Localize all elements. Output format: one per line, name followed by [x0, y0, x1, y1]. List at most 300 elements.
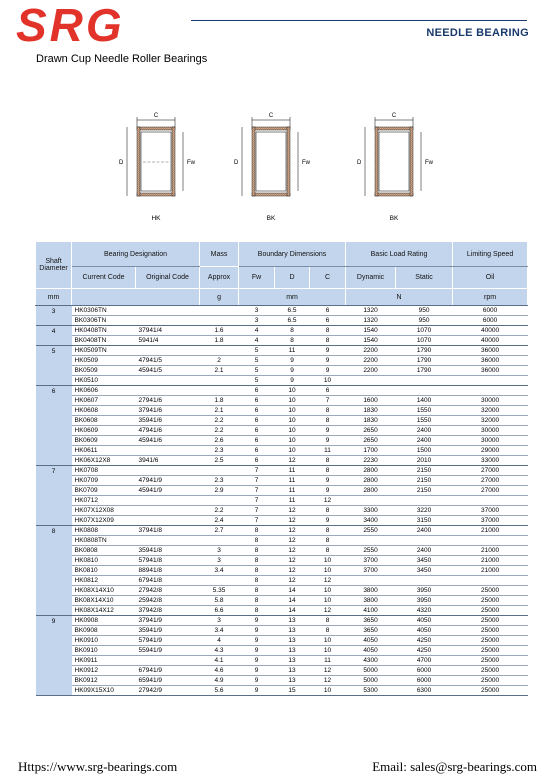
- d-cell: 10: [275, 386, 310, 396]
- fw-cell: 9: [239, 626, 275, 636]
- c-cell: 10: [310, 686, 346, 696]
- c-cell: 12: [310, 606, 346, 616]
- c-cell: 12: [310, 576, 346, 586]
- table-row: [36, 556, 528, 566]
- mass-cell: 2.3: [200, 476, 239, 486]
- mass-cell: [200, 386, 239, 396]
- mass-cell: 1.6: [200, 326, 239, 336]
- diagram-fw-label: Fw: [302, 160, 310, 166]
- fw-cell: 7: [239, 506, 275, 516]
- c-cell: 11: [310, 446, 346, 456]
- c-cell: 9: [310, 516, 346, 526]
- limiting-speed-cell: [453, 536, 528, 546]
- shaft-diameter-cell: 4: [36, 326, 72, 346]
- mass-cell: 2.9: [200, 486, 239, 496]
- current-code-cell: HK0509: [72, 356, 136, 366]
- d-cell: 8: [275, 336, 310, 346]
- current-code-cell: HK06X12X8: [72, 456, 136, 466]
- c-cell: 8: [310, 506, 346, 516]
- static-load-cell: 4050: [396, 626, 453, 636]
- dynamic-load-cell: [346, 576, 396, 586]
- current-code-cell: BK0808: [72, 546, 136, 556]
- mass-cell: 1.8: [200, 396, 239, 406]
- d-cell: 11: [275, 486, 310, 496]
- diagram-d-label: D: [119, 160, 124, 166]
- dynamic-load-cell: 2800: [346, 486, 396, 496]
- static-load-cell: [396, 496, 453, 506]
- static-load-cell: 3220: [396, 506, 453, 516]
- diagram-c-label: C: [153, 113, 159, 119]
- current-code-cell: HK0808: [72, 526, 136, 536]
- limiting-speed-cell: 36000: [453, 356, 528, 366]
- original-code-cell: [136, 446, 200, 456]
- limiting-speed-cell: 25000: [453, 636, 528, 646]
- d-cell: 13: [275, 636, 310, 646]
- fw-cell: 8: [239, 596, 275, 606]
- table-row: [36, 426, 528, 436]
- fw-cell: 8: [239, 556, 275, 566]
- dynamic-load-cell: 2200: [346, 366, 396, 376]
- fw-cell: 8: [239, 576, 275, 586]
- footer-website-link[interactable]: Https://www.srg-bearings.com: [18, 759, 178, 774]
- mass-cell: 1.8: [200, 336, 239, 346]
- header-shaft-diameter: Shaft Diameter: [36, 242, 72, 289]
- fw-cell: 9: [239, 666, 275, 676]
- mass-cell: 3: [200, 556, 239, 566]
- diagram-fw-label: Fw: [187, 160, 195, 166]
- static-load-cell: [396, 536, 453, 546]
- mass-cell: 6.6: [200, 606, 239, 616]
- shaft-diameter-cell: 9: [36, 616, 72, 696]
- table-row: [36, 466, 528, 476]
- bearing-spec-table: [35, 241, 528, 696]
- table-row: [36, 616, 528, 626]
- d-cell: 8: [275, 326, 310, 336]
- original-code-cell: [136, 466, 200, 476]
- header-approx: Approx: [200, 267, 239, 289]
- fw-cell: 8: [239, 546, 275, 556]
- limiting-speed-cell: 25000: [453, 596, 528, 606]
- mass-cell: [200, 306, 239, 316]
- header-mass: Mass: [200, 242, 239, 267]
- table-row: [36, 326, 528, 336]
- dynamic-load-cell: 3300: [346, 506, 396, 516]
- c-cell: 8: [310, 466, 346, 476]
- mass-cell: 3: [200, 546, 239, 556]
- c-cell: 8: [310, 526, 346, 536]
- c-cell: 12: [310, 666, 346, 676]
- dynamic-load-cell: 4100: [346, 606, 396, 616]
- current-code-cell: HK0712: [72, 496, 136, 506]
- dynamic-load-cell: 1600: [346, 396, 396, 406]
- dynamic-load-cell: 1540: [346, 336, 396, 346]
- limiting-speed-cell: 25000: [453, 666, 528, 676]
- static-load-cell: 3150: [396, 516, 453, 526]
- dynamic-load-cell: 4300: [346, 656, 396, 666]
- unit-load: N: [346, 289, 453, 306]
- current-code-cell: HK0510: [72, 376, 136, 386]
- d-cell: 9: [275, 366, 310, 376]
- fw-cell: 7: [239, 496, 275, 506]
- d-cell: 13: [275, 666, 310, 676]
- limiting-speed-cell: 21000: [453, 566, 528, 576]
- dynamic-load-cell: 5000: [346, 676, 396, 686]
- mass-cell: 2.6: [200, 436, 239, 446]
- fw-cell: 9: [239, 676, 275, 686]
- limiting-speed-cell: [453, 376, 528, 386]
- limiting-speed-cell: [453, 576, 528, 586]
- c-cell: 8: [310, 546, 346, 556]
- current-code-cell: HK0608: [72, 406, 136, 416]
- table-row: [36, 436, 528, 446]
- mass-cell: 2.5: [200, 456, 239, 466]
- d-cell: 14: [275, 596, 310, 606]
- static-load-cell: 1500: [396, 446, 453, 456]
- static-load-cell: 1070: [396, 336, 453, 346]
- c-cell: 6: [310, 316, 346, 326]
- static-load-cell: [396, 376, 453, 386]
- current-code-cell: HK0609: [72, 426, 136, 436]
- header-rule: [191, 20, 527, 21]
- dynamic-load-cell: 1320: [346, 316, 396, 326]
- original-code-cell: [136, 346, 200, 356]
- fw-cell: 6: [239, 386, 275, 396]
- c-cell: 8: [310, 326, 346, 336]
- original-code-cell: 55941/9: [136, 646, 200, 656]
- d-cell: 14: [275, 606, 310, 616]
- original-code-cell: 65941/9: [136, 676, 200, 686]
- fw-cell: 6: [239, 446, 275, 456]
- header-limiting-speed: Limiting Speed: [453, 242, 528, 267]
- c-cell: 10: [310, 586, 346, 596]
- shaft-diameter-cell: 3: [36, 306, 72, 326]
- c-cell: 6: [310, 306, 346, 316]
- limiting-speed-cell: 30000: [453, 436, 528, 446]
- mass-cell: 4.1: [200, 656, 239, 666]
- d-cell: 6.5: [275, 306, 310, 316]
- table-row: [36, 456, 528, 466]
- table-row: [36, 686, 528, 696]
- current-code-cell: HK0611: [72, 446, 136, 456]
- current-code-cell: HK0810: [72, 556, 136, 566]
- static-load-cell: 6000: [396, 666, 453, 676]
- mass-cell: 2.2: [200, 426, 239, 436]
- fw-cell: 6: [239, 396, 275, 406]
- limiting-speed-cell: 25000: [453, 606, 528, 616]
- original-code-cell: 27941/6: [136, 396, 200, 406]
- original-code-cell: [136, 506, 200, 516]
- table-row: [36, 346, 528, 356]
- mass-cell: [200, 316, 239, 326]
- original-code-cell: 57941/8: [136, 556, 200, 566]
- table-row: [36, 476, 528, 486]
- table-row: [36, 316, 528, 326]
- fw-cell: 7: [239, 466, 275, 476]
- fw-cell: 9: [239, 656, 275, 666]
- mass-cell: 2: [200, 356, 239, 366]
- c-cell: 6: [310, 386, 346, 396]
- table-row: [36, 636, 528, 646]
- diagram-bk-1: [234, 113, 311, 222]
- limiting-speed-cell: 25000: [453, 626, 528, 636]
- original-code-cell: 25942/8: [136, 596, 200, 606]
- dynamic-load-cell: 1830: [346, 416, 396, 426]
- current-code-cell: HK0607: [72, 396, 136, 406]
- d-cell: 12: [275, 546, 310, 556]
- current-code-cell: HK0606: [72, 386, 136, 396]
- original-code-cell: 47941/5: [136, 356, 200, 366]
- original-code-cell: 45941/6: [136, 436, 200, 446]
- table-row: [36, 676, 528, 686]
- dynamic-load-cell: 5300: [346, 686, 396, 696]
- limiting-speed-cell: 21000: [453, 556, 528, 566]
- original-code-cell: 37941/9: [136, 616, 200, 626]
- original-code-cell: 35941/6: [136, 416, 200, 426]
- current-code-cell: HK0911: [72, 656, 136, 666]
- limiting-speed-cell: 30000: [453, 396, 528, 406]
- table-row: [36, 626, 528, 636]
- table-row: [36, 526, 528, 536]
- table-row: [36, 376, 528, 386]
- unit-shaft: mm: [36, 289, 72, 306]
- static-load-cell: 1550: [396, 406, 453, 416]
- table-row: [36, 536, 528, 546]
- fw-cell: 5: [239, 346, 275, 356]
- static-load-cell: [396, 386, 453, 396]
- mass-cell: [200, 496, 239, 506]
- static-load-cell: 2400: [396, 426, 453, 436]
- current-code-cell: HK08X14X12: [72, 606, 136, 616]
- c-cell: 10: [310, 556, 346, 566]
- d-cell: 9: [275, 356, 310, 366]
- current-code-cell: HK08X14X10: [72, 586, 136, 596]
- d-cell: 9: [275, 376, 310, 386]
- c-cell: 11: [310, 656, 346, 666]
- header-dynamic: Dynamic: [346, 267, 396, 289]
- diagram-fw-label: Fw: [425, 160, 433, 166]
- mass-cell: 5.6: [200, 686, 239, 696]
- c-cell: 9: [310, 366, 346, 376]
- original-code-cell: 3941/6: [136, 456, 200, 466]
- original-code-cell: [136, 316, 200, 326]
- static-load-cell: 2010: [396, 456, 453, 466]
- limiting-speed-cell: 32000: [453, 406, 528, 416]
- c-cell: 9: [310, 346, 346, 356]
- dynamic-load-cell: [346, 496, 396, 506]
- original-code-cell: 37941/8: [136, 526, 200, 536]
- header-boundary-dimensions: Boundary Dimensions: [239, 242, 346, 267]
- fw-cell: 8: [239, 606, 275, 616]
- header-bearing-designation: Bearing Designation: [72, 242, 200, 267]
- diagram-d-label: D: [234, 160, 239, 166]
- limiting-speed-cell: 27000: [453, 486, 528, 496]
- current-code-cell: BK0608: [72, 416, 136, 426]
- static-load-cell: 3950: [396, 586, 453, 596]
- mass-cell: 3.4: [200, 566, 239, 576]
- original-code-cell: 37941/4: [136, 326, 200, 336]
- current-code-cell: BK0609: [72, 436, 136, 446]
- dynamic-load-cell: 2200: [346, 356, 396, 366]
- dynamic-load-cell: 2800: [346, 466, 396, 476]
- limiting-speed-cell: 29000: [453, 446, 528, 456]
- current-code-cell: BK0910: [72, 646, 136, 656]
- limiting-speed-cell: 25000: [453, 656, 528, 666]
- header-current-code: Current Code: [72, 267, 136, 289]
- dynamic-load-cell: 1320: [346, 306, 396, 316]
- mass-cell: 4.3: [200, 646, 239, 656]
- static-load-cell: 950: [396, 306, 453, 316]
- original-code-cell: [136, 306, 200, 316]
- table-row: [36, 646, 528, 656]
- current-code-cell: HK0808TN: [72, 536, 136, 546]
- static-load-cell: 2150: [396, 476, 453, 486]
- table-row: [36, 406, 528, 416]
- header-oil: Oil: [453, 267, 528, 289]
- static-load-cell: 3450: [396, 556, 453, 566]
- current-code-cell: BK08X14X10: [72, 596, 136, 606]
- mass-cell: 2.3: [200, 446, 239, 456]
- static-load-cell: 6000: [396, 676, 453, 686]
- mass-cell: 2.2: [200, 416, 239, 426]
- fw-cell: 8: [239, 536, 275, 546]
- static-load-cell: 2400: [396, 436, 453, 446]
- current-code-cell: BK0408TN: [72, 336, 136, 346]
- current-code-cell: BK0709: [72, 486, 136, 496]
- dynamic-load-cell: [346, 386, 396, 396]
- d-cell: 11: [275, 496, 310, 506]
- original-code-cell: 27942/9: [136, 686, 200, 696]
- mass-cell: 4.6: [200, 666, 239, 676]
- current-code-cell: HK0908: [72, 616, 136, 626]
- footer-email-link[interactable]: Email: sales@srg-bearings.com: [372, 759, 537, 774]
- diagram-type-label: BK: [389, 215, 399, 222]
- original-code-cell: 67941/8: [136, 576, 200, 586]
- static-load-cell: 3450: [396, 566, 453, 576]
- d-cell: 10: [275, 416, 310, 426]
- fw-cell: 7: [239, 516, 275, 526]
- c-cell: 10: [310, 376, 346, 386]
- current-code-cell: HK0509TN: [72, 346, 136, 356]
- static-load-cell: 2400: [396, 526, 453, 536]
- mass-cell: 5.8: [200, 596, 239, 606]
- dynamic-load-cell: 1700: [346, 446, 396, 456]
- diagram-hk: [119, 113, 196, 222]
- dynamic-load-cell: 3700: [346, 556, 396, 566]
- original-code-cell: [136, 656, 200, 666]
- c-cell: 7: [310, 396, 346, 406]
- fw-cell: 5: [239, 356, 275, 366]
- c-cell: 8: [310, 626, 346, 636]
- dynamic-load-cell: 3800: [346, 596, 396, 606]
- original-code-cell: [136, 386, 200, 396]
- diagram-type-label: HK: [151, 215, 161, 222]
- unit-mass: g: [200, 289, 239, 306]
- current-code-cell: HK0812: [72, 576, 136, 586]
- original-code-cell: [136, 376, 200, 386]
- table-row: [36, 386, 528, 396]
- logo-text: SRG: [16, 3, 125, 47]
- d-cell: 10: [275, 396, 310, 406]
- brand-tag: NEEDLE BEARING: [426, 27, 529, 39]
- fw-cell: 4: [239, 326, 275, 336]
- fw-cell: 9: [239, 686, 275, 696]
- header-original-code: Original Code: [136, 267, 200, 289]
- current-code-cell: HK0912: [72, 666, 136, 676]
- static-load-cell: 4050: [396, 616, 453, 626]
- d-cell: 10: [275, 446, 310, 456]
- limiting-speed-cell: 25000: [453, 616, 528, 626]
- original-code-cell: 57941/9: [136, 636, 200, 646]
- mass-cell: 2.1: [200, 366, 239, 376]
- static-load-cell: 4250: [396, 636, 453, 646]
- unit-speed: rpm: [453, 289, 528, 306]
- shaft-diameter-cell: 5: [36, 346, 72, 386]
- mass-cell: [200, 346, 239, 356]
- table-row: [36, 586, 528, 596]
- limiting-speed-cell: 27000: [453, 476, 528, 486]
- table-row: [36, 486, 528, 496]
- c-cell: 8: [310, 406, 346, 416]
- original-code-cell: 37942/8: [136, 606, 200, 616]
- table-row: [36, 496, 528, 506]
- static-load-cell: 1790: [396, 346, 453, 356]
- mass-cell: 4.9: [200, 676, 239, 686]
- table-row: [36, 356, 528, 366]
- original-code-cell: [136, 496, 200, 506]
- dynamic-load-cell: [346, 376, 396, 386]
- dynamic-load-cell: 2550: [346, 546, 396, 556]
- current-code-cell: BK0810: [72, 566, 136, 576]
- c-cell: 10: [310, 646, 346, 656]
- original-code-cell: [136, 536, 200, 546]
- d-cell: 13: [275, 656, 310, 666]
- fw-cell: 7: [239, 476, 275, 486]
- original-code-cell: 47941/9: [136, 476, 200, 486]
- dynamic-load-cell: 2200: [346, 346, 396, 356]
- limiting-speed-cell: 40000: [453, 336, 528, 346]
- fw-cell: 6: [239, 436, 275, 446]
- static-load-cell: 2150: [396, 466, 453, 476]
- d-cell: 14: [275, 586, 310, 596]
- dynamic-load-cell: 3700: [346, 566, 396, 576]
- original-code-cell: 35941/8: [136, 546, 200, 556]
- fw-cell: 9: [239, 616, 275, 626]
- c-cell: 10: [310, 636, 346, 646]
- limiting-speed-cell: 25000: [453, 676, 528, 686]
- current-code-cell: HK0910: [72, 636, 136, 646]
- limiting-speed-cell: 27000: [453, 466, 528, 476]
- header-fw: Fw: [239, 267, 275, 289]
- limiting-speed-cell: 36000: [453, 366, 528, 376]
- static-load-cell: 950: [396, 316, 453, 326]
- current-code-cell: HK07X12X09: [72, 516, 136, 526]
- diagram-d-label: D: [357, 160, 362, 166]
- shaft-diameter-cell: 8: [36, 526, 72, 616]
- limiting-speed-cell: 37000: [453, 516, 528, 526]
- d-cell: 10: [275, 426, 310, 436]
- static-load-cell: 1790: [396, 366, 453, 376]
- fw-cell: 9: [239, 646, 275, 656]
- current-code-cell: BK0306TN: [72, 316, 136, 326]
- original-code-cell: 37941/6: [136, 406, 200, 416]
- d-cell: 13: [275, 626, 310, 636]
- current-code-cell: HK0306TN: [72, 306, 136, 316]
- table-row: [36, 516, 528, 526]
- diagram-bk-2: [357, 113, 434, 222]
- c-cell: 10: [310, 596, 346, 606]
- fw-cell: 8: [239, 586, 275, 596]
- table-row: [36, 446, 528, 456]
